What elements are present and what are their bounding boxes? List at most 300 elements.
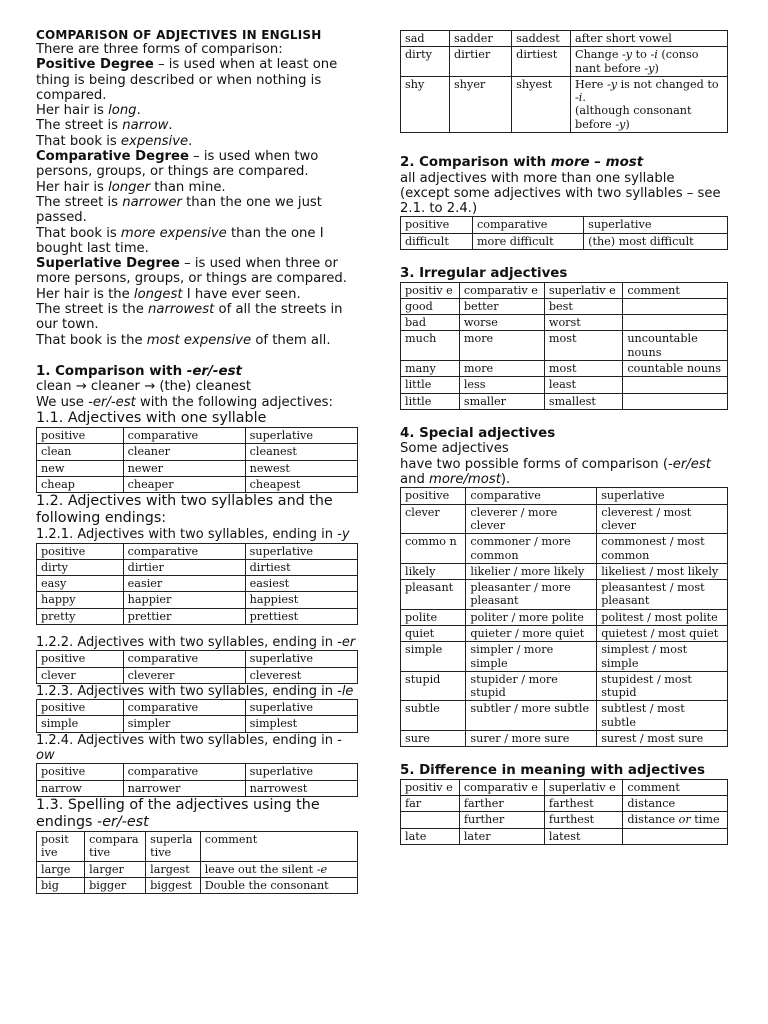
positive-degree-definition	[36, 57, 358, 103]
table-cell: positive	[401, 488, 466, 504]
table-row	[401, 828, 728, 844]
text-fragment: is not changed to	[617, 77, 719, 91]
text-fragment: 1.2.2. Adjectives with two syllables, ending in	[36, 635, 338, 650]
table-cell: happy	[37, 592, 124, 608]
table-cell: superlative	[597, 488, 728, 504]
table-cell: shy	[401, 76, 450, 132]
table-row	[401, 812, 728, 828]
table-cell: superlative	[245, 651, 357, 667]
table-cell: newer	[123, 460, 245, 476]
text-fragment: 1.2.1. Adjectives with two syllables, ending in	[36, 527, 338, 543]
table-cell: easy	[37, 576, 124, 592]
table-cell: less	[459, 377, 544, 393]
text-fragment: longer	[108, 179, 151, 195]
table-cell: likeliest / most likely	[597, 563, 728, 579]
table-row	[401, 233, 728, 249]
table-cell: dirty	[401, 47, 450, 77]
text-fragment: )	[654, 61, 659, 75]
comparative-degree-definition	[36, 149, 358, 180]
table-cell: superlativ e	[544, 282, 622, 298]
text-fragment: than the one I bought last time.	[36, 225, 324, 256]
section-4-heading: 4. Special adjectives	[400, 425, 556, 441]
table-cell: big	[37, 877, 85, 893]
table-cell: positive	[37, 651, 124, 667]
table-cell: more	[459, 331, 544, 361]
table-cell: large	[37, 861, 85, 877]
text-fragment: most expensive	[146, 332, 252, 348]
table-cell: pleasanter / more pleasant	[466, 580, 597, 610]
comparative-degree-term: Comparative Degree	[36, 149, 189, 165]
text-fragment: -er/-est	[97, 813, 149, 830]
table-cell: polite	[401, 609, 466, 625]
table-header-row	[37, 831, 358, 861]
table-cell: dirtier	[450, 47, 512, 77]
table-cell: subtle	[401, 701, 466, 731]
example-line	[36, 287, 358, 302]
positive-degree-term: Positive Degree	[36, 57, 154, 73]
difference-in-meaning-table	[400, 779, 728, 845]
table-cell: commonest / most common	[597, 534, 728, 564]
table-cell: more	[459, 361, 544, 377]
text-fragment: -le	[337, 683, 354, 699]
table-cell: most	[544, 331, 622, 361]
special-adjectives-table	[400, 487, 728, 747]
table-row	[401, 580, 728, 610]
table-cell: little	[401, 377, 460, 393]
table-cell: subtler / more subtle	[466, 701, 597, 731]
section-1-example: clean → cleaner → (the) cleanest	[36, 379, 252, 395]
text-fragment: more expensive	[120, 225, 227, 241]
text-fragment: or	[678, 813, 691, 827]
table-row	[401, 796, 728, 812]
table-row	[37, 476, 358, 492]
text-fragment: Her hair is	[36, 103, 109, 119]
table-cell	[571, 47, 728, 77]
table-cell: quiet	[401, 626, 466, 642]
text-fragment: expensive	[120, 133, 189, 149]
table-cell: farther	[459, 796, 544, 812]
text-fragment: than mine.	[150, 179, 226, 195]
table-row	[37, 780, 358, 796]
table-cell: simplest	[245, 716, 357, 732]
table-header-row	[37, 651, 358, 667]
table-cell: cheapest	[245, 476, 357, 492]
table-cell: cheap	[37, 476, 124, 492]
text-fragment: to	[632, 48, 651, 62]
spelling-table-continued	[400, 30, 728, 133]
table-cell: much	[401, 331, 460, 361]
section-1-2-1-heading	[36, 527, 358, 542]
table-cell: best	[544, 298, 622, 314]
table-header-row	[37, 428, 358, 444]
table-cell: shyest	[512, 76, 571, 132]
table-cell: comparativ e	[459, 779, 544, 795]
table-row	[401, 731, 728, 747]
table-cell: shyer	[450, 76, 512, 132]
table-cell: dirty	[37, 559, 124, 575]
table-cell: clever	[401, 504, 466, 534]
table-cell: happier	[123, 592, 245, 608]
table-cell: latest	[544, 828, 622, 844]
example-line	[36, 195, 358, 226]
table-cell: smallest	[544, 393, 622, 409]
table-cell: pleasantest / most pleasant	[597, 580, 728, 610]
table-cell: comparative	[466, 488, 597, 504]
table-cell: far	[401, 796, 460, 812]
text-fragment: long	[108, 103, 137, 119]
section-3-heading: 3. Irregular adjectives	[400, 266, 568, 282]
text-fragment: )	[625, 117, 630, 131]
table-header-row	[37, 543, 358, 559]
text-fragment: -ow	[36, 732, 342, 764]
table-cell: uncountable nouns	[623, 331, 728, 361]
table-cell: simple	[37, 716, 124, 732]
more-most-table	[400, 216, 728, 250]
table-row	[401, 609, 728, 625]
text-fragment: time	[690, 813, 720, 827]
text-fragment: The street is	[36, 194, 123, 210]
example-line	[36, 333, 358, 348]
table-row	[37, 608, 358, 624]
text-fragment: leave out the silent	[204, 862, 317, 876]
text-fragment: .	[188, 133, 193, 149]
table-cell: many	[401, 361, 460, 377]
table-header-row	[401, 282, 728, 298]
table-row	[401, 361, 728, 377]
table-cell: cleverer / more clever	[466, 504, 597, 534]
text-fragment: -er/-est	[186, 363, 242, 379]
table-cell: simplest / most simple	[597, 642, 728, 672]
text-fragment: The street is the	[36, 302, 149, 318]
table-cell: furthest	[544, 812, 622, 828]
table-row	[401, 31, 728, 47]
text-fragment: -y	[622, 48, 633, 62]
table-cell: simpler	[123, 716, 245, 732]
table-cell: quietest / most quiet	[597, 626, 728, 642]
table-cell: happiest	[245, 592, 357, 608]
ending-le-table	[36, 699, 358, 733]
text-fragment: than the one we just passed.	[36, 194, 322, 226]
section-1-3-heading	[36, 797, 358, 831]
table-cell: easier	[123, 576, 245, 592]
table-row	[37, 716, 358, 732]
section-1-2-2-heading	[36, 635, 358, 650]
table-cell	[623, 812, 728, 828]
table-cell: comparative	[123, 764, 245, 780]
table-cell: comment	[623, 282, 728, 298]
table-row	[401, 701, 728, 731]
example-line	[36, 103, 358, 118]
table-cell: sad	[401, 31, 450, 47]
table-cell: largest	[146, 861, 201, 877]
table-cell: sure	[401, 731, 466, 747]
text-fragment: .	[582, 91, 586, 105]
one-syllable-table	[36, 427, 358, 493]
text-fragment: have two possible forms of comparison (-	[400, 456, 673, 472]
table-cell: worst	[544, 315, 622, 331]
table-cell: superlativ e	[544, 779, 622, 795]
example-line	[36, 302, 358, 333]
table-row	[401, 563, 728, 579]
table-cell: smaller	[459, 393, 544, 409]
table-cell: comparativ e	[459, 282, 544, 298]
table-cell: least	[544, 377, 622, 393]
text-fragment: more – most	[550, 155, 644, 171]
table-cell: comment	[623, 779, 728, 795]
table-cell	[623, 315, 728, 331]
text-fragment: – is used when at least one thing is being described or when nothing is compared.	[36, 57, 338, 103]
table-row	[37, 576, 358, 592]
text-fragment: longest	[133, 286, 183, 302]
table-cell: saddest	[512, 31, 571, 47]
table-cell: politest / most polite	[597, 609, 728, 625]
document-title: COMPARISON OF ADJECTIVES IN ENGLISH	[36, 28, 322, 42]
table-cell: prettier	[123, 608, 245, 624]
table-row	[401, 377, 728, 393]
text-fragment: -y	[606, 77, 618, 91]
table-cell: sadder	[450, 31, 512, 47]
table-cell: after short vowel	[571, 31, 728, 47]
table-cell: positive	[37, 428, 124, 444]
text-fragment: .	[136, 103, 141, 119]
table-cell: positive	[37, 764, 124, 780]
section-5-heading: 5. Difference in meaning with adjectives	[400, 763, 705, 779]
text-fragment: -y	[337, 527, 350, 543]
table-cell: stupider / more stupid	[466, 671, 597, 701]
text-fragment: Her hair is	[36, 179, 109, 195]
table-cell: cheaper	[123, 476, 245, 492]
table-cell: surer / more sure	[466, 731, 597, 747]
text-fragment: narrower	[122, 194, 182, 210]
table-cell: cleaner	[123, 444, 245, 460]
table-cell: cleverest	[245, 667, 357, 683]
table-cell: likelier / more likely	[466, 563, 597, 579]
table-cell: difficult	[401, 233, 473, 249]
table-cell: later	[459, 828, 544, 844]
table-cell: dirtier	[123, 559, 245, 575]
table-cell: surest / most sure	[597, 731, 728, 747]
table-cell: cleanest	[245, 444, 357, 460]
table-cell: prettiest	[245, 608, 357, 624]
table-cell	[623, 298, 728, 314]
table-cell: bad	[401, 315, 460, 331]
table-cell: positive	[37, 543, 124, 559]
table-row	[37, 559, 358, 575]
table-cell: comparative	[472, 217, 583, 233]
text-fragment: 1.2.3. Adjectives with two syllables, ending in	[36, 683, 338, 699]
text-fragment: distance	[627, 797, 676, 811]
example-line	[36, 118, 358, 133]
table-cell	[623, 828, 728, 844]
table-cell: positiv e	[401, 779, 460, 795]
text-fragment: 1. Comparison with	[36, 363, 187, 379]
text-fragment: That book is	[36, 133, 121, 149]
table-cell: comment	[200, 831, 357, 861]
table-row	[401, 671, 728, 701]
ending-er-table	[36, 650, 358, 684]
ending-y-table	[36, 543, 358, 625]
text-fragment: -i	[650, 48, 658, 62]
text-fragment: .	[168, 118, 173, 134]
table-cell: most	[544, 361, 622, 377]
section-1-heading	[36, 364, 358, 380]
table-header-row	[401, 779, 728, 795]
section-1-1-heading: 1.1. Adjectives with one syllable	[36, 410, 267, 427]
table-cell: comparative	[123, 428, 245, 444]
table-cell: superla tive	[146, 831, 201, 861]
text-fragment: Her hair is the	[36, 286, 134, 302]
table-row	[401, 504, 728, 534]
table-row	[401, 393, 728, 409]
table-cell: superlative	[584, 217, 728, 233]
table-row	[37, 667, 358, 683]
text-fragment: – is used when two persons, groups, or things are compared.	[36, 149, 319, 180]
table-row	[401, 626, 728, 642]
table-cell: simple	[401, 642, 466, 672]
section-2-heading	[400, 155, 728, 171]
text-fragment: 1.2.4. Adjectives with two syllables, ending in	[36, 732, 338, 748]
table-cell: comparative	[123, 651, 245, 667]
text-fragment: -y	[644, 61, 655, 75]
text-fragment: Change	[575, 48, 623, 62]
table-cell: politer / more polite	[466, 609, 597, 625]
table-cell	[623, 796, 728, 812]
table-cell	[623, 393, 728, 409]
table-row	[37, 877, 358, 893]
table-cell: stupid	[401, 671, 466, 701]
table-cell	[401, 812, 460, 828]
text-fragment: 1.3. Spelling of the adjectives using the endings	[36, 796, 320, 830]
table-cell: subtlest / most subtle	[597, 701, 728, 731]
table-cell: superlative	[245, 428, 357, 444]
table-cell: Double the consonant	[200, 877, 357, 893]
section-1-2-4-heading	[36, 733, 358, 764]
table-row	[37, 592, 358, 608]
section-2-text: all adjectives with more than one syllable (except some adjectives with two syllables – see 2.1. to 2.4.)	[400, 170, 721, 217]
example-line	[36, 226, 358, 257]
table-cell: bigger	[85, 877, 146, 893]
table-cell	[571, 76, 728, 132]
table-cell: commoner / more common	[466, 534, 597, 564]
text-fragment: That book is	[36, 225, 121, 241]
text-fragment: distance	[627, 813, 679, 827]
table-row	[401, 315, 728, 331]
table-cell: dirtiest	[512, 47, 571, 77]
table-header-row	[37, 764, 358, 780]
table-row	[401, 47, 728, 77]
example-line	[36, 134, 358, 149]
table-cell: dirtiest	[245, 559, 357, 575]
table-cell: clean	[37, 444, 124, 460]
text-fragment: That book is the	[36, 332, 147, 348]
table-cell: quieter / more quiet	[466, 626, 597, 642]
table-cell: clever	[37, 667, 124, 683]
table-cell: comparative	[123, 700, 245, 716]
table-cell: further	[459, 812, 544, 828]
text-fragment: of all the streets in our town.	[36, 302, 343, 333]
table-cell: narrow	[37, 780, 124, 796]
table-cell	[200, 861, 357, 877]
table-cell: simpler / more simple	[466, 642, 597, 672]
text-fragment: narrow	[122, 118, 169, 134]
spelling-table	[36, 831, 358, 894]
text-fragment: of them all.	[251, 332, 331, 348]
table-cell: compara tive	[85, 831, 146, 861]
superlative-degree-term: Superlative Degree	[36, 256, 180, 272]
table-cell: new	[37, 460, 124, 476]
table-cell: easiest	[245, 576, 357, 592]
text-fragment: We use	[36, 394, 89, 410]
table-cell: commo n	[401, 534, 466, 564]
table-row	[401, 76, 728, 132]
text-fragment: ).	[500, 472, 511, 488]
table-cell: positive	[37, 700, 124, 716]
table-cell: positiv e	[401, 282, 460, 298]
table-cell: cleverer	[123, 667, 245, 683]
text-fragment: -er/-est	[88, 394, 136, 410]
text-fragment: er/est	[672, 456, 711, 472]
table-cell: superlative	[245, 543, 357, 559]
table-header-row	[401, 217, 728, 233]
table-cell: superlative	[245, 764, 357, 780]
table-cell: countable nouns	[623, 361, 728, 377]
table-header-row	[401, 488, 728, 504]
table-cell: superlative	[245, 700, 357, 716]
table-row	[401, 642, 728, 672]
text-fragment: Here	[575, 77, 607, 91]
text-fragment: – is used when three or more persons, groups, or things are compared.	[36, 256, 347, 287]
table-cell: newest	[245, 460, 357, 476]
left-column	[36, 28, 358, 894]
text-fragment: -i	[575, 91, 583, 105]
example-line	[36, 180, 358, 195]
section-1-text	[36, 395, 358, 410]
table-cell: likely	[401, 563, 466, 579]
table-row	[37, 460, 358, 476]
superlative-degree-definition	[36, 256, 358, 287]
text-fragment: -e	[316, 862, 328, 876]
text-fragment: and	[400, 472, 430, 488]
table-cell: posit ive	[37, 831, 85, 861]
irregular-table	[400, 282, 728, 410]
table-cell: comparative	[123, 543, 245, 559]
table-cell: more difficult	[472, 233, 583, 249]
section-4-text	[400, 457, 728, 488]
table-cell: narrowest	[245, 780, 357, 796]
table-cell: positive	[401, 217, 473, 233]
right-column	[400, 30, 728, 845]
table-row	[37, 861, 358, 877]
table-row	[401, 534, 728, 564]
table-cell: pretty	[37, 608, 124, 624]
table-cell	[623, 377, 728, 393]
text-fragment: 2. Comparison with	[400, 155, 551, 171]
table-cell: worse	[459, 315, 544, 331]
text-fragment: with the following adjectives:	[135, 394, 333, 410]
table-cell: pleasant	[401, 580, 466, 610]
text-fragment: I have ever seen.	[182, 286, 301, 302]
text-fragment: -er	[337, 635, 356, 650]
text-fragment: narrowest	[148, 302, 215, 318]
text-fragment: -y	[615, 117, 626, 131]
text-fragment: more/most	[429, 472, 501, 488]
table-cell: larger	[85, 861, 146, 877]
table-cell: (the) most difficult	[584, 233, 728, 249]
table-cell: good	[401, 298, 460, 314]
table-cell: late	[401, 828, 460, 844]
text-fragment: The street is	[36, 118, 123, 134]
table-cell: biggest	[146, 877, 201, 893]
